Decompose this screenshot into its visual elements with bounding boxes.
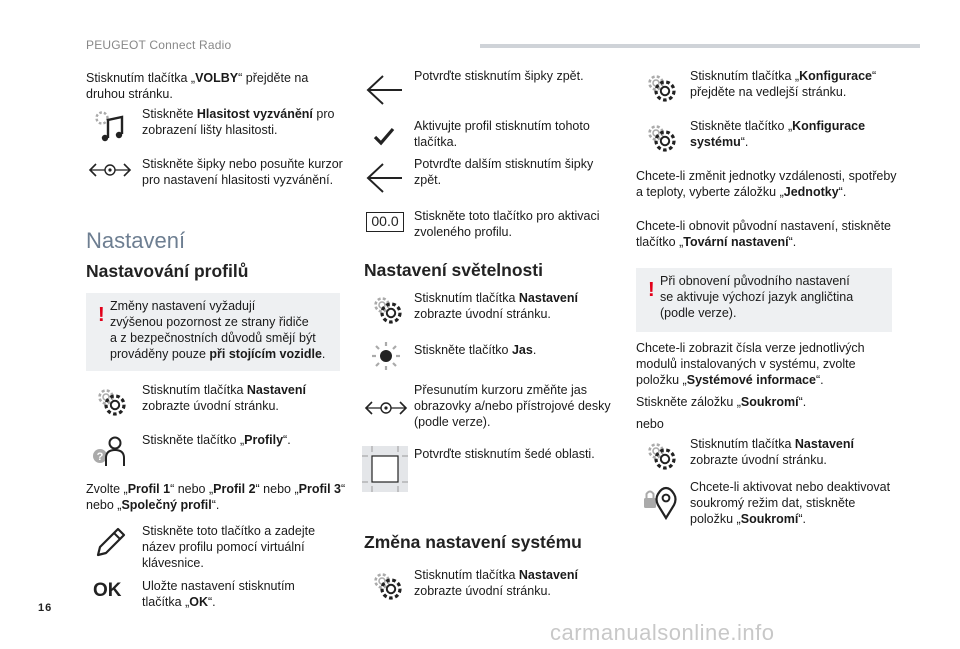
svg-text:?: ? xyxy=(96,451,104,463)
notice-box-safety: ! Změny nastavení vyžadují zvýšenou pozornost ze strany řidiče a z bezpečnostních důvodů smějí být prováděny pouze při stojícím vozidle. xyxy=(86,293,340,371)
settings-button-text-2: Stisknutím tlačítka Nastavení zobrazte úvodní stránku. xyxy=(414,291,578,321)
units-text: Chcete-li změnit jednotky vzdálenosti, spotřeby a teploty, vyberte záložku „Jednotky“. xyxy=(636,169,897,199)
settings-button-text-4: Stisknutím tlačítka Nastavení zobrazte úvodní stránku. xyxy=(690,437,854,467)
brightness-cursor-text: Přesunutím kurzoru změňte jas obrazovky a/nebo přístrojové desky (podle verze). xyxy=(414,383,611,429)
ring-volume-text: Stiskněte Hlasitost vyzvánění pro zobrazení lišty hlasitosti. xyxy=(142,107,335,137)
settings-button-text-3: Stisknutím tlačítka Nastavení zobrazte úvodní stránku. xyxy=(414,568,578,598)
settings-gear-icon-2 xyxy=(368,290,404,326)
warning-icon: ! xyxy=(98,304,105,326)
header-title: PEUGEOT Connect Radio xyxy=(86,38,232,52)
edit-name-text: Stiskněte toto tlačítko a zadejte název profilu pomocí virtuální klávesnice. xyxy=(142,524,316,570)
pencil-icon xyxy=(92,524,128,560)
page-number: 16 xyxy=(38,602,53,614)
system-configuration-gear-icon xyxy=(642,118,678,154)
arrows-text: Stiskněte šipky nebo posuňte kurzor pro nastavení hlasitosti vyzvánění. xyxy=(142,157,343,187)
grey-area-icon xyxy=(362,446,408,492)
section-title-settings: Nastavení xyxy=(86,228,186,253)
subsection-title-profiles: Nastavování profilů xyxy=(86,261,249,281)
back-confirm-text: Potvrďte stisknutím šipky zpět. xyxy=(414,69,584,83)
settings-gear-icon xyxy=(92,382,128,418)
warning-icon-2: ! xyxy=(648,279,655,301)
header-divider xyxy=(480,44,920,48)
intro-text: Stisknutím tlačítka „VOLBY“ přejděte na druhou stránku. xyxy=(86,71,309,101)
choose-profile-text: Zvolte „Profil 1“ nebo „Profil 2“ nebo „Profil 3“ nebo „Společný profil“. xyxy=(86,482,346,512)
profile-person-icon xyxy=(90,432,126,468)
privacy-lock-pin-icon xyxy=(642,484,678,520)
save-text: Uložte nastavení stisknutím tlačítka „OK“. xyxy=(142,579,295,609)
reset-value-icon: 00.0 xyxy=(366,212,404,232)
check-icon xyxy=(372,124,396,148)
ok-icon: OK xyxy=(93,580,122,601)
back-arrow-icon-2 xyxy=(364,158,404,198)
grey-area-text: Potvrďte stisknutím šedé oblasti. xyxy=(414,447,595,461)
slider-arrows-icon xyxy=(88,158,132,182)
privacy-text: Chcete-li aktivovat nebo deaktivovat soukromý režim dat, stiskněte položku „Soukromí“. xyxy=(690,480,891,526)
privacy-tab-text: Stiskněte záložku „Soukromí“. xyxy=(636,395,807,409)
settings-button-text: Stisknutím tlačítka Nastavení zobrazte úvodní stránku. xyxy=(142,383,306,413)
profiles-button-text: Stiskněte tlačítko „Profily“. xyxy=(142,433,291,447)
subsection-title-brightness: Nastavení světelnosti xyxy=(364,260,543,280)
settings-music-icon xyxy=(92,108,128,144)
brightness-button-text: Stiskněte tlačítko Jas. xyxy=(414,343,537,357)
configuration-text: Stisknutím tlačítka „Konfigurace“ přejděte na vedlejší stránku. xyxy=(690,69,877,99)
brightness-icon xyxy=(370,340,402,372)
activate-profile-text: Aktivujte profil stisknutím tohoto tlačítka. xyxy=(414,119,590,149)
notice-box-language: ! Při obnovení původního nastavení se aktivuje výchozí jazyk angličtina (podle verze). xyxy=(636,268,892,332)
settings-gear-icon-4 xyxy=(642,436,678,472)
system-info-text: Chcete-li zobrazit čísla verze jednotlivých modulů instalovaných v systému, zvolte položku „Systémové informace“. xyxy=(636,341,865,387)
back-arrow-icon xyxy=(364,70,404,110)
configuration-gear-icon xyxy=(642,68,678,104)
settings-gear-icon-3 xyxy=(368,566,404,602)
watermark: carmanualsonline.info xyxy=(550,620,775,645)
slider-arrows-icon-2 xyxy=(364,396,408,420)
subsection-title-system: Změna nastavení systému xyxy=(364,532,582,552)
or-text: nebo xyxy=(636,417,664,431)
activate-selected-text: Stiskněte toto tlačítko pro aktivaci zvoleného profilu. xyxy=(414,209,600,239)
system-configuration-text: Stiskněte tlačítko „Konfigurace systému“. xyxy=(690,119,866,149)
back-again-text: Potvrďte dalším stisknutím šipky zpět. xyxy=(414,157,594,187)
factory-reset-text: Chcete-li obnovit původní nastavení, stiskněte tlačítko „Tovární nastavení“. xyxy=(636,219,892,249)
